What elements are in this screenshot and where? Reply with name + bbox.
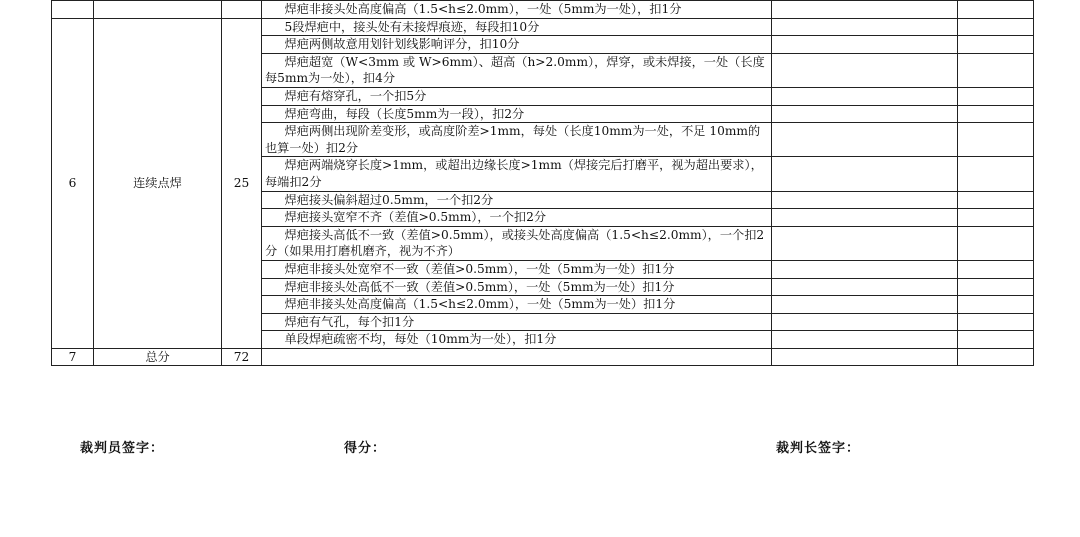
criterion-cell: 5段焊疤中，接头处有未接焊痕迹，每段扣10分 bbox=[262, 18, 772, 36]
criterion-cell: 焊疤有气孔，每个扣1分 bbox=[262, 313, 772, 331]
remark-cell bbox=[958, 191, 1034, 209]
score-label: 得分： bbox=[344, 441, 387, 456]
criterion-cell: 焊疤两侧出现阶差变形，或高度阶差>1mm，每处（长度10mm为一处，不足 10mm的也算一处）扣2分 bbox=[262, 123, 772, 157]
remark-cell bbox=[958, 209, 1034, 227]
deduction-cell bbox=[772, 87, 958, 105]
deduction-cell bbox=[772, 36, 958, 54]
item-score-cell bbox=[222, 1, 262, 19]
remark-cell bbox=[958, 348, 1034, 366]
remark-cell bbox=[958, 296, 1034, 314]
item-name-cell: 连续点焊 bbox=[94, 18, 222, 348]
criterion-cell: 焊疤非接头处宽窄不一致（差值>0.5mm），一处（5mm为一处）扣1分 bbox=[262, 260, 772, 278]
deduction-cell bbox=[772, 313, 958, 331]
item-score-cell: 72 bbox=[222, 348, 262, 366]
remark-cell bbox=[958, 1, 1034, 19]
remark-cell bbox=[958, 157, 1034, 191]
deduction-cell bbox=[772, 18, 958, 36]
remark-cell bbox=[958, 260, 1034, 278]
deduction-cell bbox=[772, 105, 958, 123]
deduction-cell bbox=[772, 123, 958, 157]
criterion-cell: 焊疤接头宽窄不齐（差值>0.5mm），一个扣2分 bbox=[262, 209, 772, 227]
total-row bbox=[52, 348, 1034, 366]
criterion-cell: 焊疤有熔穿孔，一个扣5分 bbox=[262, 87, 772, 105]
deduction-cell bbox=[772, 260, 958, 278]
remark-cell bbox=[958, 105, 1034, 123]
criterion-cell: 焊疤两端烧穿长度>1mm，或超出边缘长度>1mm（焊接完后打磨平，视为超出要求），每端扣2分 bbox=[262, 157, 772, 191]
item-name-cell bbox=[94, 1, 222, 19]
remark-cell bbox=[958, 53, 1034, 87]
criterion-cell: 焊疤非接头处高度偏高（1.5<h≤2.0mm），一处（5mm为一处）扣1分 bbox=[262, 296, 772, 314]
deduction-cell bbox=[772, 331, 958, 349]
criterion-cell: 焊疤两侧故意用划针划线影响评分，扣10分 bbox=[262, 36, 772, 54]
remark-cell bbox=[958, 313, 1034, 331]
item-number-cell bbox=[52, 1, 94, 19]
deduction-cell bbox=[772, 209, 958, 227]
item-number-cell: 7 bbox=[52, 348, 94, 366]
criterion-cell: 焊疤接头高低不一致（差值>0.5mm），或接头处高度偏高（1.5<h≤2.0mm），一个扣2分（如果用打磨机磨齐，视为不齐） bbox=[262, 226, 772, 260]
criterion-cell: 单段焊疤疏密不均，每处（10mm为一处），扣1分 bbox=[262, 331, 772, 349]
deduction-cell bbox=[772, 53, 958, 87]
deduction-cell bbox=[772, 278, 958, 296]
remark-cell bbox=[958, 18, 1034, 36]
item-score-cell: 25 bbox=[222, 18, 262, 348]
criterion-cell: 焊疤接头偏斜超过0.5mm，一个扣2分 bbox=[262, 191, 772, 209]
deduction-cell bbox=[772, 226, 958, 260]
table-row bbox=[52, 1, 1034, 19]
remark-cell bbox=[958, 87, 1034, 105]
chief-referee-signature-label: 裁判长签字： bbox=[776, 441, 861, 456]
criterion-cell: 焊疤非接头处高低不一致（差值>0.5mm），一处（5mm为一处）扣1分 bbox=[262, 278, 772, 296]
remark-cell bbox=[958, 123, 1034, 157]
remark-cell bbox=[958, 226, 1034, 260]
deduction-cell bbox=[772, 296, 958, 314]
deduction-cell bbox=[772, 348, 958, 366]
criterion-cell: 焊疤超宽（W<3mm 或 W>6mm）、超高（h>2.0mm），焊穿，或未焊接，一处（长度每5mm为一处），扣4分 bbox=[262, 53, 772, 87]
deduction-cell bbox=[772, 1, 958, 19]
remark-cell bbox=[958, 278, 1034, 296]
remark-cell bbox=[958, 36, 1034, 54]
remark-cell bbox=[958, 331, 1034, 349]
deduction-cell bbox=[772, 157, 958, 191]
criterion-cell: 焊疤弯曲，每段（长度5mm为一段），扣2分 bbox=[262, 105, 772, 123]
scoring-table bbox=[51, 0, 1034, 366]
criterion-cell: 焊疤非接头处高度偏高（1.5<h≤2.0mm），一处（5mm为一处），扣1分 bbox=[262, 1, 772, 19]
criterion-cell bbox=[262, 348, 772, 366]
item-number-cell: 6 bbox=[52, 18, 94, 348]
table-row bbox=[52, 18, 1034, 36]
item-name-cell: 总分 bbox=[94, 348, 222, 366]
referee-signature-label: 裁判员签字： bbox=[80, 441, 165, 456]
deduction-cell bbox=[772, 191, 958, 209]
